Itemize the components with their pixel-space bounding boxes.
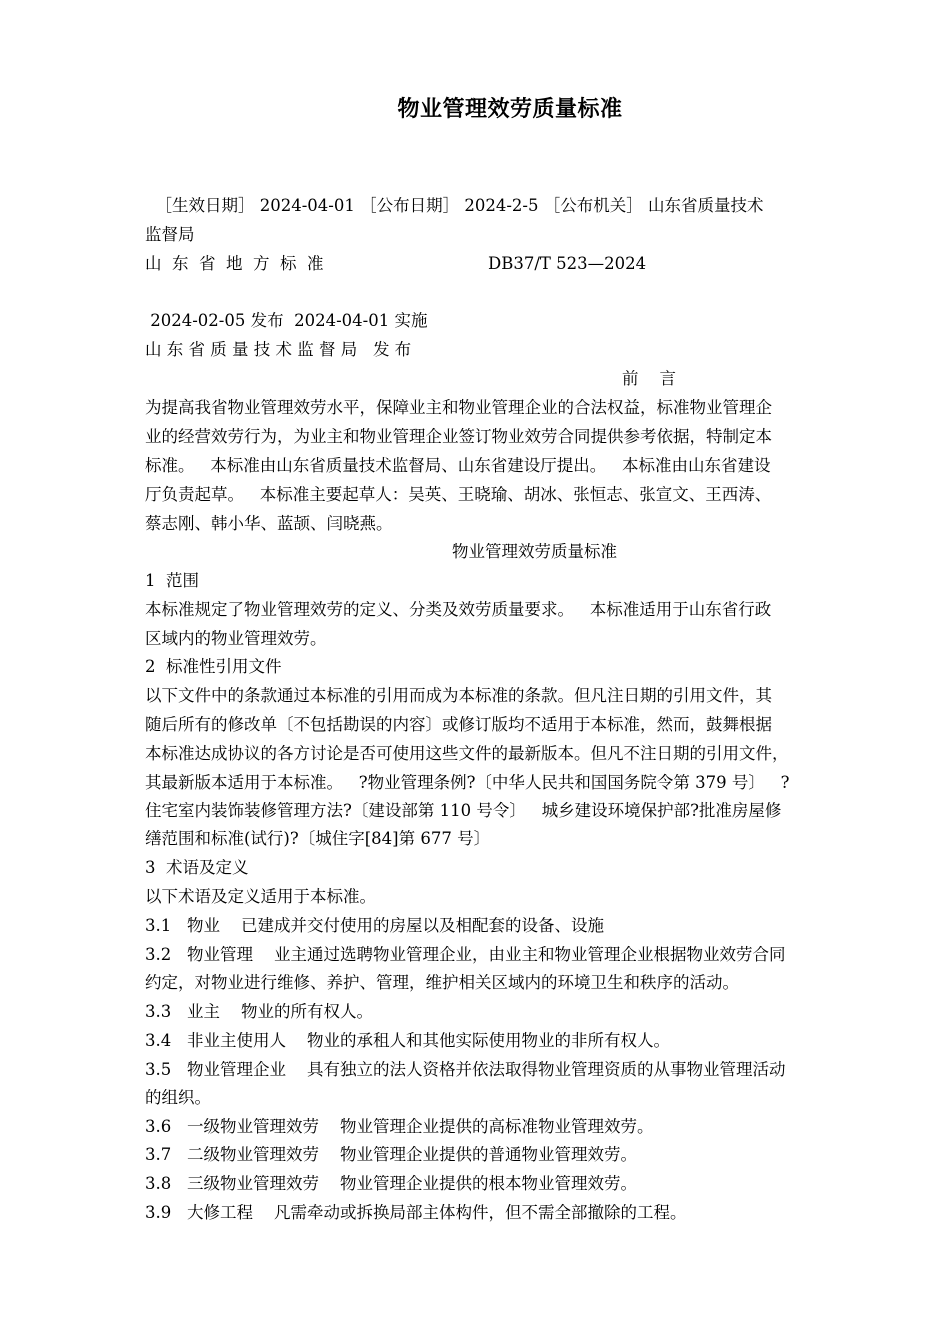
section-subtitle: 物业管理效劳质量标准 (452, 542, 617, 561)
foreword-heading: 前 言 (622, 369, 676, 388)
foreword-line: 蔡志刚、韩小华、蓝颉、闫晓燕。 (145, 514, 393, 533)
definition-item: 3.5 物业管理企业 具有独立的法人资格并依法取得物业管理资质的从事物业管理活动 (145, 1060, 786, 1079)
body-line: 的组织。 (145, 1088, 211, 1107)
standard-organization: 山 东 省 地 方 标 准 (145, 254, 324, 273)
foreword-line: 为提高我省物业管理效劳水平，保障业主和物业管理企业的合法权益，标准物业管理企 (145, 398, 772, 417)
body-line: 缮范围和标准(试行)?〔城住字[84]第 677 号〕 (145, 829, 491, 848)
body-line: 本标准规定了物业管理效劳的定义、分类及效劳质量要求。 本标准适用于山东省行政 (145, 600, 772, 619)
definition-item: 3.2 物业管理 业主通过选聘物业管理企业，由业主和物业管理企业根据物业效劳合同 (145, 945, 786, 964)
definition-item: 3.7 二级物业管理效劳 物业管理企业提供的普通物业管理效劳。 (145, 1145, 637, 1164)
body-line: 随后所有的修改单〔不包括勘误的内容〕或修订版均不适用于本标准，然而，鼓舞根据 (145, 715, 772, 734)
definition-item: 3.1 物业 已建成并交付使用的房屋以及相配套的设备、设施 (145, 916, 604, 935)
issuer-line: 山 东 省 质 量 技 术 监 督 局 发 布 (145, 340, 412, 359)
body-line: 住宅室内装饰装修管理方法?〔建设部第 110 号令〕 城乡建设环境保护部?批准房屋修 (145, 801, 782, 820)
section-heading: 2 标准性引用文件 (145, 657, 282, 676)
body-line: 以下术语及定义适用于本标准。 (145, 887, 376, 906)
release-dates: 2024-02-05 发布 2024-04-01 实施 (145, 311, 428, 330)
body-line: 以下文件中的条款通过本标准的引用而成为本标准的条款。但凡注日期的引用文件，其 (145, 686, 772, 705)
standard-number: DB37/T 523—2024 (488, 254, 647, 273)
definition-item: 3.4 非业主使用人 物业的承租人和其他实际使用物业的非所有权人。 (145, 1031, 670, 1050)
definition-item: 3.9 大修工程 凡需牵动或拆换局部主体构件，但不需全部撤除的工程。 (145, 1203, 687, 1222)
body-line: 本标准达成协议的各方讨论是否可使用这些文件的最新版本。但凡不注日期的引用文件， (145, 744, 789, 763)
body-line: 约定，对物业进行维修、养护、管理，维护相关区域内的环境卫生和秩序的活动。 (145, 973, 739, 992)
body-line: 区域内的物业管理效劳。 (145, 629, 327, 648)
document-title: 物业管理效劳质量标准 (397, 96, 623, 122)
meta-line: ［生效日期］ 2024-04-01 ［公布日期］ 2024-2-5 ［公布机关］ 山东省质量技术 (145, 196, 764, 215)
section-heading: 3 术语及定义 (145, 858, 249, 877)
foreword-line: 业的经营效劳行为，为业主和物业管理企业签订物业效劳合同提供参考依据，特制定本 (145, 427, 772, 446)
foreword-line: 厅负责起草。 本标准主要起草人：吴英、王晓瑜、胡冰、张恒志、张宣文、王西涛、 (145, 485, 772, 504)
section-heading: 1 范围 (145, 571, 199, 590)
body-line: 其最新版本适用于本标准。 ?物业管理条例?〔中华人民共和国国务院令第 379 号〕 ? (145, 773, 790, 792)
meta-line-continued: 监督局 (145, 225, 195, 244)
foreword-line: 标准。 本标准由山东省质量技术监督局、山东省建设厅提出。 本标准由山东省建设 (145, 456, 771, 475)
definition-item: 3.6 一级物业管理效劳 物业管理企业提供的高标准物业管理效劳。 (145, 1117, 654, 1136)
definition-item: 3.3 业主 物业的所有权人。 (145, 1002, 373, 1021)
definition-item: 3.8 三级物业管理效劳 物业管理企业提供的根本物业管理效劳。 (145, 1174, 637, 1193)
